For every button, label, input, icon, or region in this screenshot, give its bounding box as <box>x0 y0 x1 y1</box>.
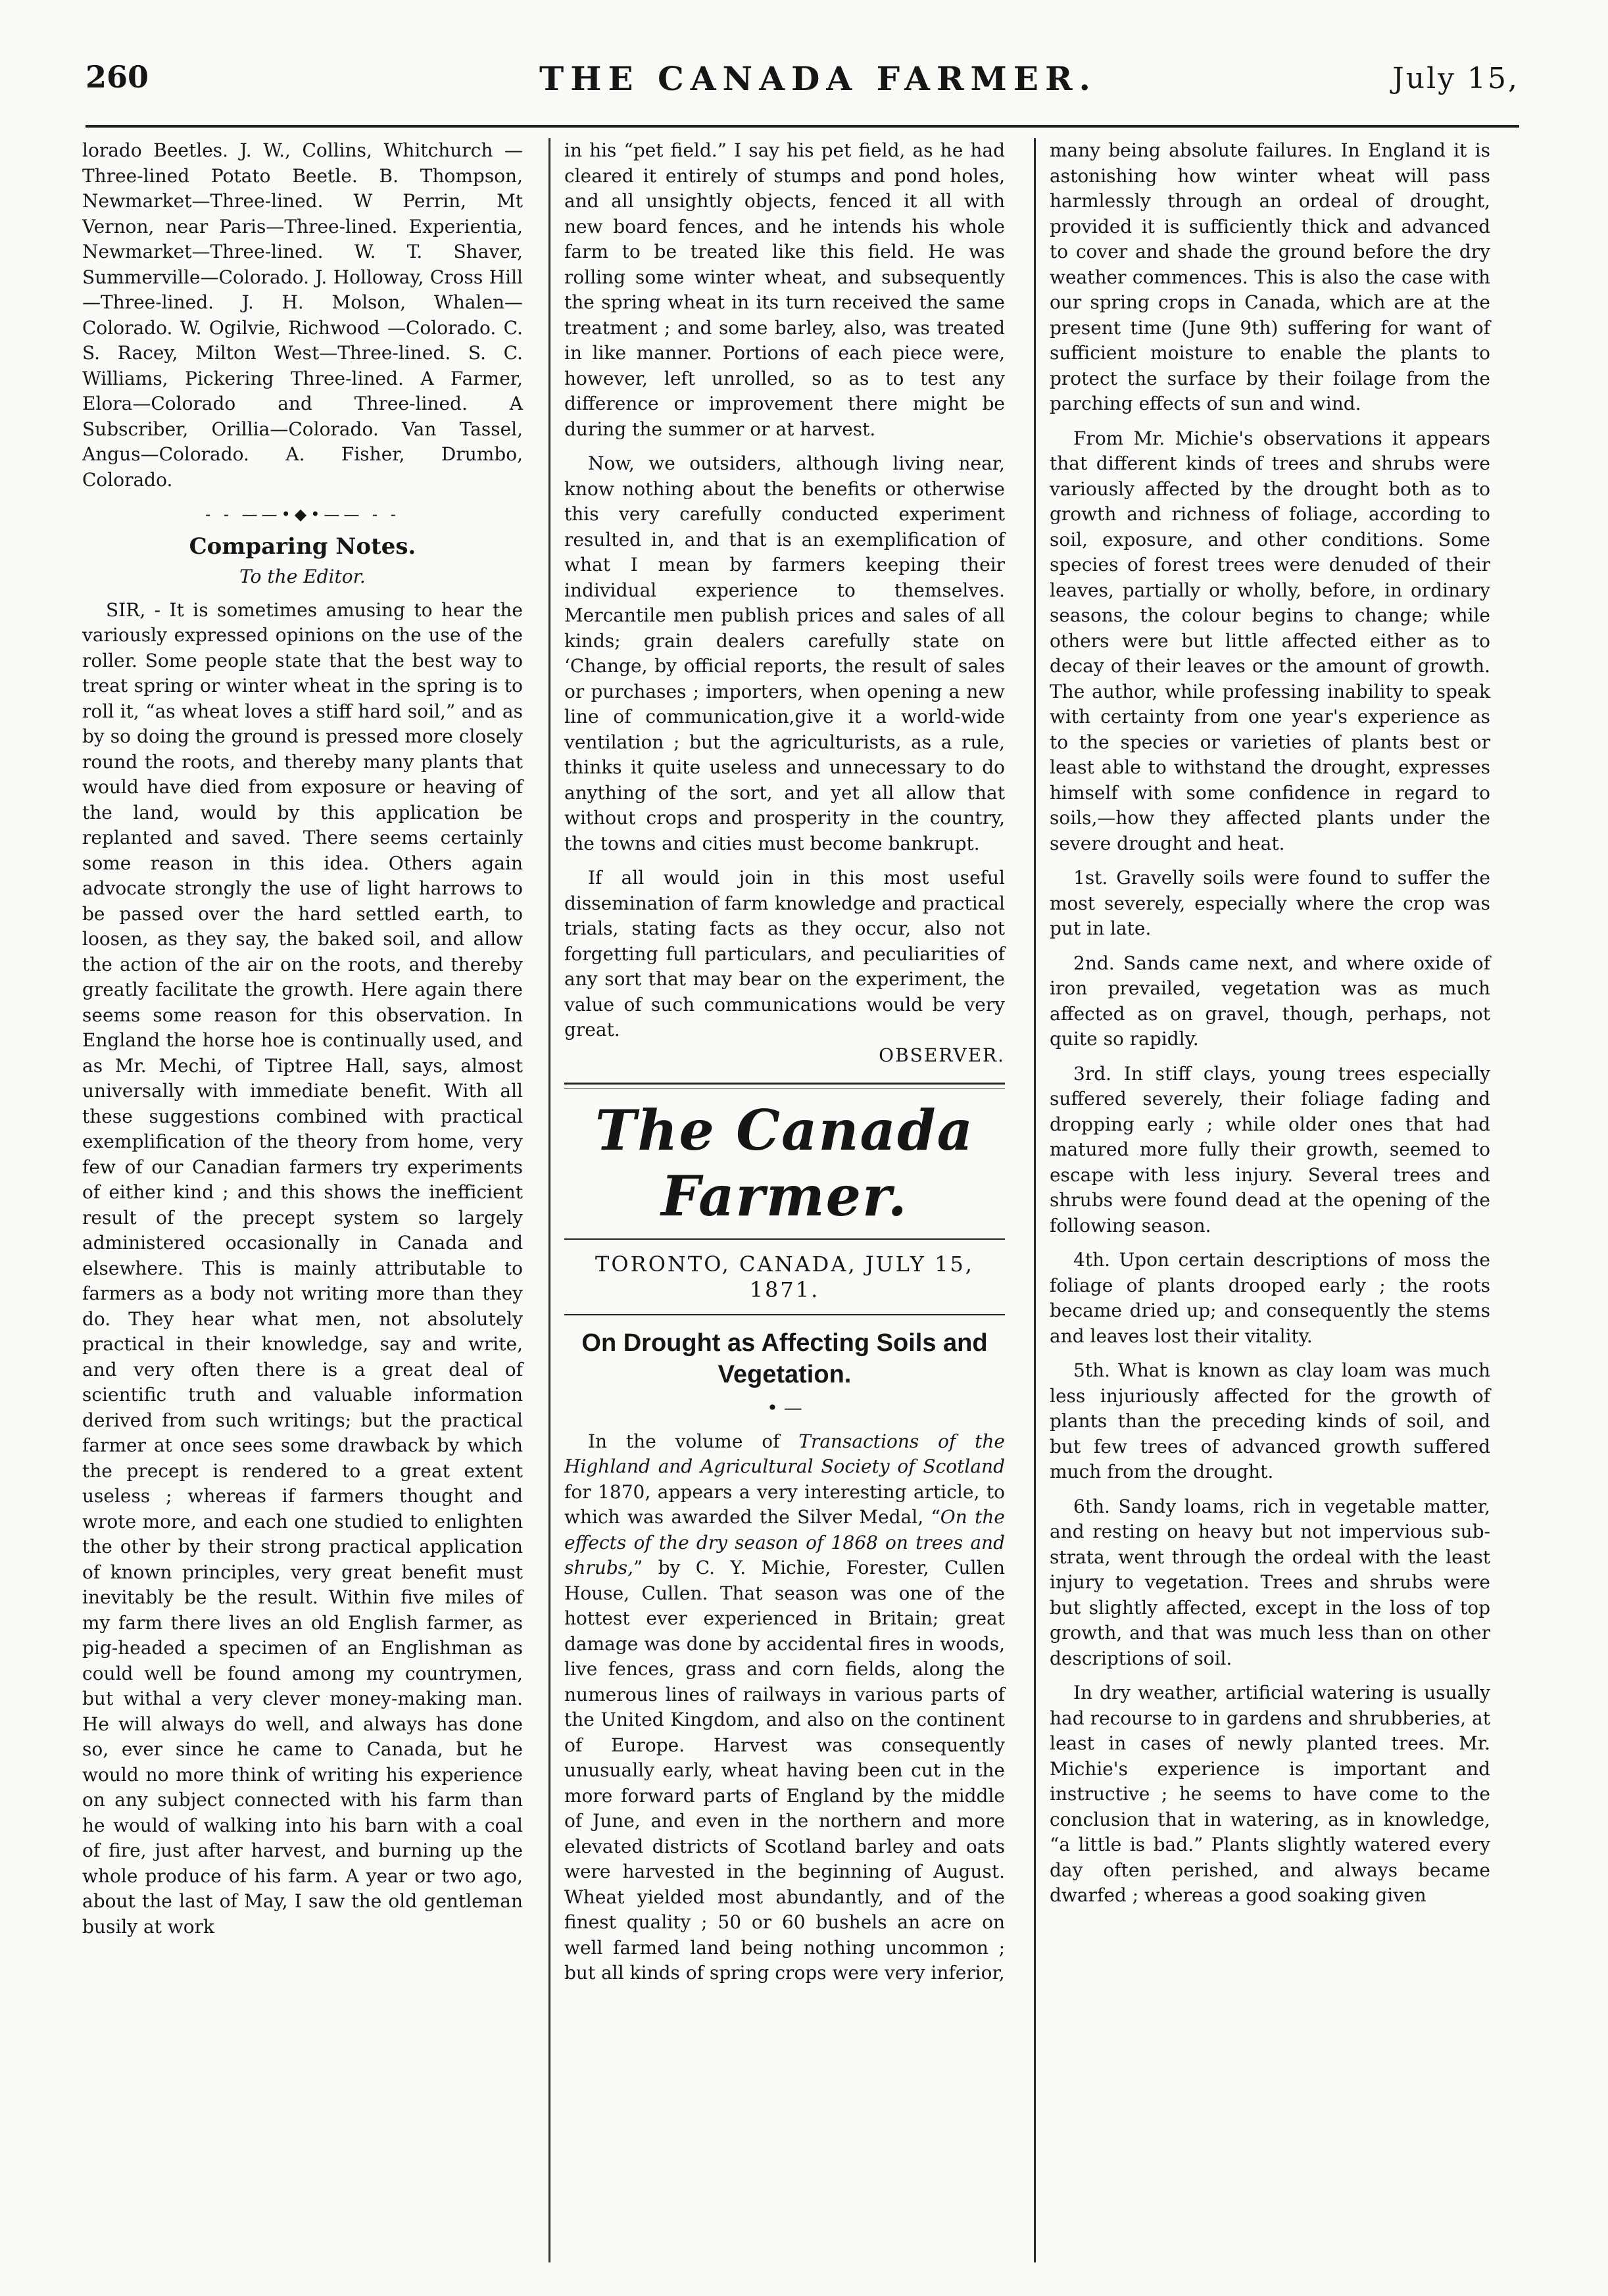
article-title: Comparing Notes. <box>189 533 416 560</box>
rule <box>564 1314 1005 1315</box>
column-rule <box>548 138 550 2262</box>
ornament-divider: - - ——•◆•—— - - <box>205 505 400 524</box>
paragraph: If all would join in this most useful dissemination of farm knowledge and practical trials, stating facts as they occur, also not forgetting full particulars, and peculiarities of any sort that may bear on the experiment, the value of such communications would be very great. <box>564 867 1005 1040</box>
paragraph: In dry weather, artificial watering is usually had recourse to in gardens and shrubberies, at least in cases of newly planted trees. Mr. Michie's experience is important and instructive ; he seems to have come to the conclusion that in watering, as in knowledge, “a little is bad.” Plants slightly watered every day often perished, and always became dwarfed ; whereas a good soaking given <box>1050 1682 1490 1906</box>
rule <box>564 1238 1005 1240</box>
paragraph: 4th. Upon certain descriptions of moss the foliage of plants drooped early ; the roots became dried up; and consequently the stems and leaves lost their vitality. <box>1050 1249 1490 1347</box>
paragraph: many being absolute failures. In England it is astonishing how winter wheat will pass harmlessly through an ordeal of drought, provided it is sufficiently thick and advanced to cover and shade the ground before the dry weather commences. This is also the case with our spring crops in Canada, which are at the present time (June 9th) suffering for want of sufficient moisture to enable the plants to protect the surface by their foilage from the parching effects of sun and wind. <box>1050 139 1490 414</box>
salutation: To the Editor. <box>239 566 366 587</box>
article-title: On Drought as Affecting Soils and Vegetation. <box>581 1329 988 1388</box>
page-number: 260 <box>85 59 149 95</box>
masthead-title: THE CANADA FARMER. <box>539 59 1097 98</box>
double-rule <box>564 1083 1005 1088</box>
column-3 <box>1050 138 1490 1918</box>
issue-date: July 15, <box>1392 62 1519 95</box>
paragraph: From Mr. Michie's observations it appears that different kinds of trees and shrubs were variously affected by the drought both as to growth and richness of foliage, according to soil, exposure, and other conditions. Some species of forest trees were denuded of their leaves, partially or wholly, before, in ordinary seasons, the colour begins to change; while others were but little affected either as to decay of their leaves or the amount of growth. The author, while professing inability to speak with certainty from one year's experience as to the species or varieties of plants best or least able to withstand the drought, expresses himself with some confidence in regard to soils,—how they affected plants under the severe drought and heat. <box>1050 427 1490 854</box>
journal-title: Transactions of the Highland and Agricultural Society of Scotland <box>564 1430 1005 1477</box>
column-rule <box>1034 138 1036 2262</box>
cited-article: On the effects of the dry season of 1868 on trees and shrubs, <box>564 1506 1005 1578</box>
paragraph: Now, we outsiders, although living near, know nothing about the benefits or otherwise this very carefully conducted experiment resulted in, and that is an exemplification of what I mean by farmers keeping their individual experience to themselves. Mercantile men publish prices and sales of all kinds; grain dealers carefully state on ‘Change, by official reports, the result of sales or purchases ; importers, when opening a new line of communication,give it a world-wide ventilation ; but the agriculturists, as a rule, thinks it quite useless and unnecessary to do anything of the sort, and yet all allow that without crops and prosperity in the country, the towns and cities must become bankrupt. <box>564 452 1005 854</box>
column-2 <box>564 138 1005 1995</box>
paragraph: 5th. What is known as clay loam was much less injuriously affected for the growth of plants than the preceding kinds of soil, and but few trees of advanced growth suffered much from the drought. <box>1050 1359 1490 1482</box>
paragraph: 1st. Gravelly soils were found to suffer the most severely, especially where the crop was put in late. <box>1050 867 1490 939</box>
letter-body: SIR, - It is sometimes amusing to hear the variously expressed opinions on the use of the roller. Some people state that the best way to treat spring or winter wheat in the spring is to roll it, “as wheat loves a stiff hard soil,” and as by so doing the ground is pressed more closely round the roots, and thereby many plants that would have died from exposure or heaving of the land, would by this application be replanted and saved. There seems certainly some reason in this idea. Others again advocate strongly the use of light harrows to be passed over the hard settled earth, to loosen, as they say, the baked soil, and allow the action of the air on the roots, and thereby greatly facilitate the growth. Here again there seems some reason for this observation. In England the horse hoe is continually used, and as Mr. Mechi, of Tiptree Hall, says, almost universally with immediate benefit. With all these suggestions combined with practical exemplification of the theory from home, very few of our Canadian farmers try experiments of either kind ; and this shows the inefficient result of the precept system so largely administered occasionally in Canada and elsewhere. This is mainly attributable to farmers as a body not writing more than they do. They hear what men, not absolutely practical in their knowledge, say and write, and very often there is a great deal of scientific truth and valuable information derived from such writings; but the practical farmer at once sees some drawback by which the precept is rendered to a great extent useless ; whereas if farmers thought and wrote more, and each one studied to enlighten the other by their strong practical application of known principles, very great benefit must inevitably be the result. Within five miles of my farm there lives an old English farmer, as pig-headed a specimen of an Englishman as could well be found among my countrymen, but withal a very clever money-making man. He will always do well, and always has done so, ever since he came to Canada, but he would no more think of writing his experience on any subject connected with his farm than he would of walking into his barn with a coal of fire, just after harvest, and burning up the whole produce of his farm. A year or two ago, about the last of May, I saw the old gentleman busily at work <box>82 598 523 1938</box>
page-header <box>85 59 1519 128</box>
column-1 <box>82 138 523 1949</box>
paragraph: 2nd. Sands came next, and where oxide of iron prevailed, vegetation was as much affected as on gravel, though, perhaps, not quite so rapidly. <box>1050 952 1490 1050</box>
paragraph: 6th. Sandy loams, rich in vegetable matter, and resting on heavy but not impervious sub-strata, went through the ordeal with the least injury to vegetation. Trees and shrubs were but slightly affected, except in the loss of top growth, and that was much less than on other descriptions of soil. <box>1050 1495 1490 1669</box>
paragraph: in his “pet field.” I say his pet field, as he had cleared it entirely of stumps and pond holes, and all unsightly objects, fenced it all with new board fences, and he intends his whole farm to be treated like this field. He was rolling some winter wheat, and subsequently the spring wheat in its turn received the same treatment ; and some barley, also, was treated in like manner. Portions of each piece were, however, left unrolled, so as to test any difference or improvement there might be during the summer or at harvest. <box>564 139 1005 440</box>
signature: OBSERVER. <box>879 1044 1005 1066</box>
nameplate: The Canada Farmer. <box>595 1098 975 1229</box>
article-paragraph: In the volume of Transactions of the Highland and Agricultural Society of Scotland for 1870, appears a very interesting article, to which was awarded the Silver Medal, “On the effects of the dry season of 1868 on trees and shrubs,” by C. Y. Michie, Forester, Cullen House, Cullen. That season was one of the hottest ever experienced in Britain; great damage was done by accidental fires in woods, live fences, grass and corn fields, along the numerous lines of railways in various parts of the United Kingdom, and also on the continent of Europe. Harvest was consequently unusually early, wheat having been cut in the more forward parts of England by the middle of June, and even in the northern and more elevated districts of Scotland barley and oats were harvested in the beginning of August. Wheat yielded most abundantly, and of the finest quality ; 50 or 60 bushels an acre on well farmed land being nothing uncommon ; but all kinds of spring crops were very inferior, <box>564 1430 1005 1984</box>
subscriber-list: lorado Beetles. J. W., Collins, Whitchurch —Three-lined Potato Beetle. B. Thompson, Newmarket—Three-lined. W Perrin, Mt Vernon, near Paris—Three-lined. Experientia, Newmarket—Three-lined. W. T. Shaver, Summerville—Colorado. J. Holloway, Cross Hill—Three-lined. J. H. Molson, Whalen—Colorado. W. Ogilvie, Richwood —Colorado. C. S. Racey, Milton West—Three-lined. S. C. Williams, Pickering Three-lined. A Farmer, Elora—Colorado and Three-lined. A Subscriber, Orillia—Colorado. Van Tassel, Angus—Colorado. A. Fisher, Drumbo, Colorado. <box>82 139 523 491</box>
divider: • — <box>767 1397 802 1419</box>
dateline: TORONTO, CANADA, JULY 15, 1871. <box>595 1252 974 1302</box>
paragraph: 3rd. In stiff clays, young trees especially suffered severely, their foliage fading and dropping early ; while older ones that had matured more fully their growth, seemed to escape with less injury. Several trees and shrubs were found dead at the opening of the following season. <box>1050 1062 1490 1236</box>
